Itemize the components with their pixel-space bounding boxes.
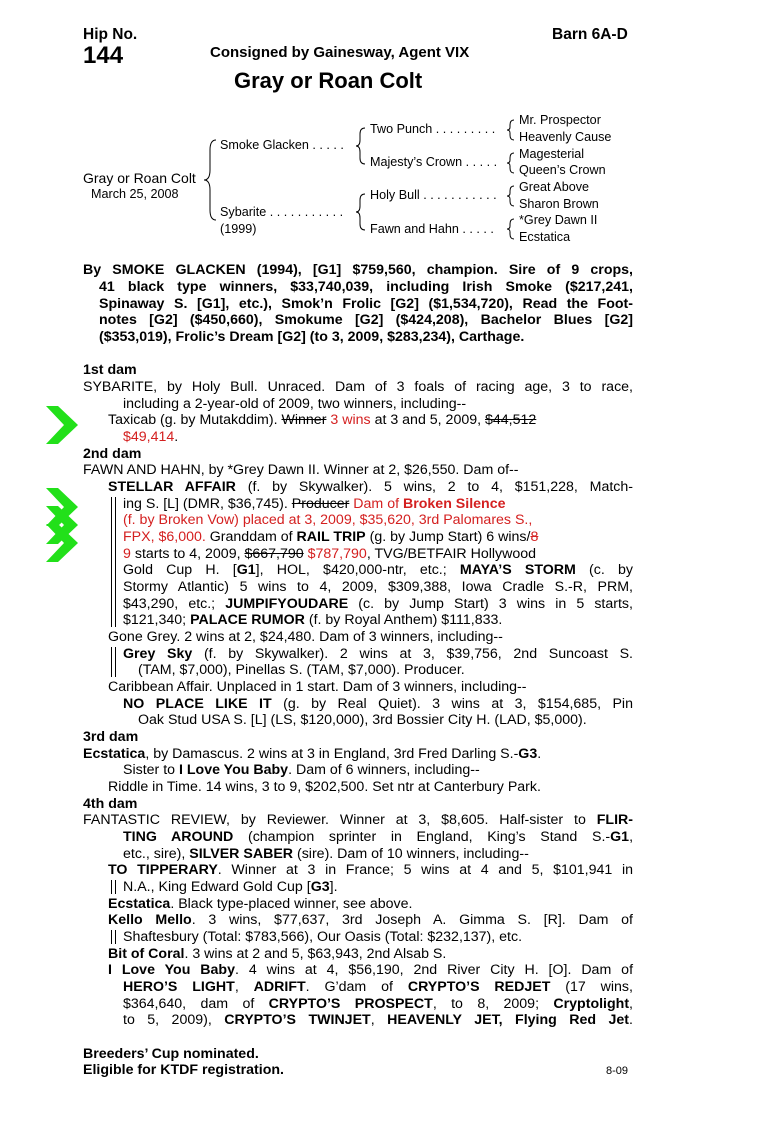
- dam-line: SYBARITE, by Holy Bull. Unraced. Dam of 3 foals of racing age, 3 to race,: [83, 379, 633, 395]
- pedigree-sss: Mr. Prospector: [519, 113, 601, 127]
- text-run: (champion sprinter in England, King’s Stand S.-: [247, 829, 611, 845]
- dam-line: [123, 529, 538, 546]
- dam-line: [123, 979, 633, 996]
- update-text: $787,790: [307, 546, 367, 562]
- pedigree-sdd: Queen’s Crown: [519, 163, 606, 177]
- text-run: ,: [234, 979, 239, 995]
- pedigree-dd: Fawn and Hahn . . . . .: [370, 222, 494, 236]
- dam-line: [123, 1012, 633, 1029]
- update-text: 3 wins: [330, 412, 371, 428]
- text-run: ], HOL, $420,000-ntr, etc.;: [255, 562, 447, 578]
- text-run: . 3 wins, $77,637, 3rd Joseph A. Gimma S. [R]. Dam of: [191, 912, 634, 928]
- dam-line: [108, 912, 633, 929]
- text-run: . Black type-placed winner, see above.: [170, 896, 413, 912]
- dam-line: [123, 696, 633, 713]
- update-text: $49,414: [123, 429, 175, 445]
- grade-label: G1: [236, 562, 256, 578]
- dam-line: [123, 846, 529, 863]
- update-arrow-icon: [44, 522, 80, 564]
- dam-line: [123, 879, 338, 896]
- pedigree-dsd: Sharon Brown: [519, 197, 599, 211]
- horse-name: Ecstatica: [108, 896, 171, 912]
- horse-name: CRYPTO’S REDJET: [407, 979, 551, 995]
- horse-name: HERO’S LIGHT: [123, 979, 235, 995]
- strike-text: Producer: [291, 496, 350, 512]
- text-run: (sire). Dam of 10 winners, including--: [296, 846, 529, 862]
- dam-line: [108, 962, 633, 979]
- horse-name: Taxicab (g. by Mutakddim).: [108, 412, 278, 428]
- produce-bar: [111, 880, 112, 894]
- update-text: Broken Silence: [402, 496, 506, 512]
- page-code: 8-09: [606, 1065, 629, 1077]
- horse-name: Cryptolight: [553, 996, 630, 1012]
- sire-line: notes [G2] ($450,660), Smokume [G2] ($424,208), Bachelor Blues [G2]: [99, 312, 633, 328]
- dam-line: [83, 812, 633, 829]
- strike-text: Winner: [281, 412, 327, 428]
- dam-line: Gone Grey. 2 wins at 2, $24,480. Dam of 3 winners, including--: [108, 629, 503, 645]
- dam-line: Oak Stud USA S. [L] (LS, $120,000), 3rd Bossier City H. (LAD, $5,000).: [138, 712, 587, 728]
- horse-name: JUMPIFYOUDARE: [225, 596, 349, 612]
- dam-line: Riddle in Time. 14 wins, 3 to 9, $202,500. Set ntr at Canterbury Park.: [108, 779, 541, 795]
- text-run: etc., sire),: [123, 846, 186, 862]
- text-run: (g. by Jump Start) 6 wins/: [369, 529, 531, 545]
- pedigree-ds: Holy Bull . . . . . . . . . . .: [370, 188, 497, 202]
- text-run: (c. by Jump Start) 3 wins in 5 starts,: [358, 596, 633, 612]
- horse-name: TO TIPPERARY: [108, 862, 218, 878]
- section-heading: 1st dam: [83, 362, 137, 378]
- dam-line: [123, 612, 502, 629]
- pedigree-ss: Two Punch . . . . . . . . .: [370, 122, 496, 136]
- horse-name: CRYPTO’S PROSPECT: [268, 996, 433, 1012]
- dam-line: [123, 562, 633, 579]
- dam-line: (TAM, $7,000), Pinellas S. (TAM, $7,000). Producer.: [138, 662, 465, 678]
- text-run: . Winner at 3 in France; 5 wins at 4 and 5, $101,941 in: [217, 862, 634, 878]
- dam-line: [123, 546, 536, 563]
- text-run: .: [174, 429, 179, 445]
- update-text: (f. by Broken Vow) placed at 3, 2009, $35,620, 3rd Palomares S.,: [123, 512, 533, 528]
- horse-name: CRYPTO’S TWINJET: [224, 1012, 371, 1028]
- sire-line: 41 black type winners, $33,740,039, including Irish Smoke ($217,241,: [99, 279, 633, 295]
- strike-text: 8: [530, 529, 539, 545]
- section-heading: 4th dam: [83, 796, 138, 812]
- text-run: Gold Cup H. [: [123, 562, 237, 578]
- pedigree-dds: *Grey Dawn II: [519, 213, 598, 227]
- text-run: to 5, 2009),: [123, 1012, 212, 1028]
- ktdf-note: Eligible for KTDF registration.: [83, 1062, 285, 1078]
- grade-label: G1: [610, 829, 630, 845]
- dam-line: Stormy Atlantic) 5 wins to 4, 2009, $309,388, Iowa Cradle S.-R, PRM,: [123, 579, 633, 595]
- strike-text: $44,512: [485, 412, 537, 428]
- produce-bar: [115, 497, 116, 627]
- horse-name: SILVER SABER: [189, 846, 294, 862]
- update-arrow-icon: [44, 404, 80, 446]
- text-run: FANTASTIC REVIEW, by Reviewer. Winner at 3, $8,605. Half-sister to: [83, 812, 586, 828]
- dam-line: Caribbean Affair. Unplaced in 1 start. Dam of 3 winners, including--: [108, 679, 527, 695]
- produce-bar: [111, 930, 112, 944]
- text-run: ,: [629, 829, 634, 845]
- hip-number: 144: [83, 42, 124, 69]
- dam-line: [108, 479, 633, 496]
- update-text: Dam of: [353, 496, 400, 512]
- barn-label: Barn 6A-D: [552, 26, 628, 43]
- strike-text: $667,790: [244, 546, 304, 562]
- text-run: $43,290, etc.;: [123, 596, 216, 612]
- horse-name: FLIR-: [596, 812, 633, 828]
- text-run: at 3 and 5, 2009,: [374, 412, 482, 428]
- horse-name: NO PLACE LIKE IT: [123, 696, 272, 712]
- text-run: (17 wins,: [565, 979, 633, 995]
- pedigree-dam-year: (1999): [220, 222, 257, 236]
- text-run: (f. by Skywalker). 2 wins at 3, $39,756, 2nd Suncoast S.: [203, 646, 633, 662]
- produce-bar: [115, 930, 116, 944]
- horse-name: PALACE RUMOR: [190, 612, 305, 628]
- text-run: (f. by Skywalker). 5 wins, 2 to 4, $151,228, Match-: [247, 479, 633, 495]
- dam-line: including a 2-year-old of 2009, two winners, including--: [123, 396, 467, 412]
- dam-line: [108, 946, 446, 963]
- pedigree-ssd: Heavenly Cause: [519, 130, 612, 144]
- text-run: . Dam of 6 winners, including--: [288, 762, 480, 778]
- pedigree-sire: Smoke Glacken . . . . .: [220, 138, 344, 152]
- text-run: (f. by Royal Anthem) $111,833.: [308, 612, 503, 628]
- breeders-cup-note: Breeders’ Cup nominated.: [83, 1046, 259, 1062]
- section-heading: 3rd dam: [83, 729, 139, 745]
- text-run: (g. by Real Quiet). 3 wins at 3, $154,685, Pin: [283, 696, 633, 712]
- text-run: starts to 4, 2009,: [134, 546, 241, 562]
- text-run: , to 8, 2009;: [432, 996, 540, 1012]
- taxicab-line-2: [123, 429, 178, 446]
- text-run: . 4 wins at 4, $56,190, 2nd River City H. [O]. Dam of: [234, 962, 634, 978]
- pedigree-foaled: March 25, 2008: [91, 187, 179, 201]
- text-run: (c. by: [589, 562, 633, 578]
- pedigree-sds: Magesterial: [519, 147, 585, 161]
- pedigree-sd: Majesty’s Crown . . . . .: [370, 155, 498, 169]
- text-run: Granddam of: [209, 529, 293, 545]
- text-run: ,: [629, 996, 633, 1012]
- pedigree-subject: Gray or Roan Colt: [83, 170, 196, 186]
- sire-line: ($353,019), Frolic’s Dream [G2] (to 3, 2009, $283,234), Carthage.: [99, 329, 525, 345]
- text-run: , by Damascus. 2 wins at 3 in England, 3rd Fred Darling S.-: [145, 746, 519, 762]
- dam-line: Shaftesbury (Total: $783,566), Our Oasis (Total: $232,137), etc.: [123, 929, 523, 945]
- horse-name: TING AROUND: [123, 829, 234, 845]
- update-text: FPX, $6,000.: [123, 529, 206, 545]
- text-run: .: [537, 746, 542, 762]
- produce-bar: [115, 647, 116, 677]
- sire-line: Spinaway S. [G1], etc.), Smok’n Frolic [G2] ($1,534,720), Read the Foot-: [99, 296, 633, 312]
- text-run: . 3 wins at 2 and 5, $63,943, 2nd Alsab S.: [184, 946, 447, 962]
- grade-label: G3: [518, 746, 538, 762]
- page-title: Gray or Roan Colt: [234, 68, 423, 93]
- produce-bar: [111, 497, 112, 627]
- text-run: Sister to: [123, 762, 176, 778]
- pedigree-dss: Great Above: [519, 180, 590, 194]
- horse-name: STELLAR AFFAIR: [108, 479, 236, 495]
- section-heading: 2nd dam: [83, 446, 142, 462]
- text-run: $121,340;: [123, 612, 187, 628]
- horse-name: MAYA’S STORM: [459, 562, 576, 578]
- horse-name: HEAVENLY JET, Flying Red Jet: [387, 1012, 630, 1028]
- text-run: , TVG/BETFAIR Hollywood: [366, 546, 537, 562]
- pedigree-dam: Sybarite . . . . . . . . . . .: [220, 205, 344, 219]
- hip-label: Hip No.: [83, 26, 138, 43]
- dam-line: [83, 746, 541, 763]
- dam-line: [123, 996, 633, 1013]
- produce-bar: [111, 647, 112, 677]
- horse-name: Kello Mello: [108, 912, 192, 928]
- grade-label: G3: [310, 879, 330, 895]
- text-run: . G’dam of: [305, 979, 393, 995]
- dam-line: [123, 646, 633, 663]
- text-run: $364,640, dam of: [123, 996, 255, 1012]
- horse-name: I Love You Baby: [108, 962, 235, 978]
- horse-name: I Love You Baby: [179, 762, 289, 778]
- taxicab-line: [108, 412, 536, 429]
- text-run: .: [629, 1012, 633, 1028]
- produce-bar: [115, 880, 116, 894]
- dam-line: [123, 596, 633, 613]
- dam-line: [123, 762, 480, 779]
- text-run: ,: [370, 1012, 375, 1028]
- dam-line: [108, 896, 412, 913]
- horse-name: Ecstatica: [83, 746, 146, 762]
- horse-name: Bit of Coral: [108, 946, 185, 962]
- update-text: 9: [123, 546, 131, 562]
- pedigree-ddd: Ecstatica: [519, 230, 571, 244]
- text-run: ].: [329, 879, 338, 895]
- dam-line: [108, 862, 633, 879]
- horse-name: RAIL TRIP: [296, 529, 366, 545]
- horse-name: Grey Sky: [123, 646, 193, 662]
- text-run: ing S. [L] (DMR, $36,745).: [123, 496, 288, 512]
- horse-name: ADRIFT: [253, 979, 306, 995]
- dam-line: [123, 829, 633, 846]
- sire-line: By SMOKE GLACKEN (1994), [G1] $759,560, champion. Sire of 9 crops,: [83, 262, 633, 278]
- dam-line: [123, 496, 506, 513]
- dam-line: FAWN AND HAHN, by *Grey Dawn II. Winner at 2, $26,550. Dam of--: [83, 462, 519, 478]
- consignor: Consigned by Gainesway, Agent VIX: [210, 44, 470, 61]
- text-run: N.A., King Edward Gold Cup [: [123, 879, 311, 895]
